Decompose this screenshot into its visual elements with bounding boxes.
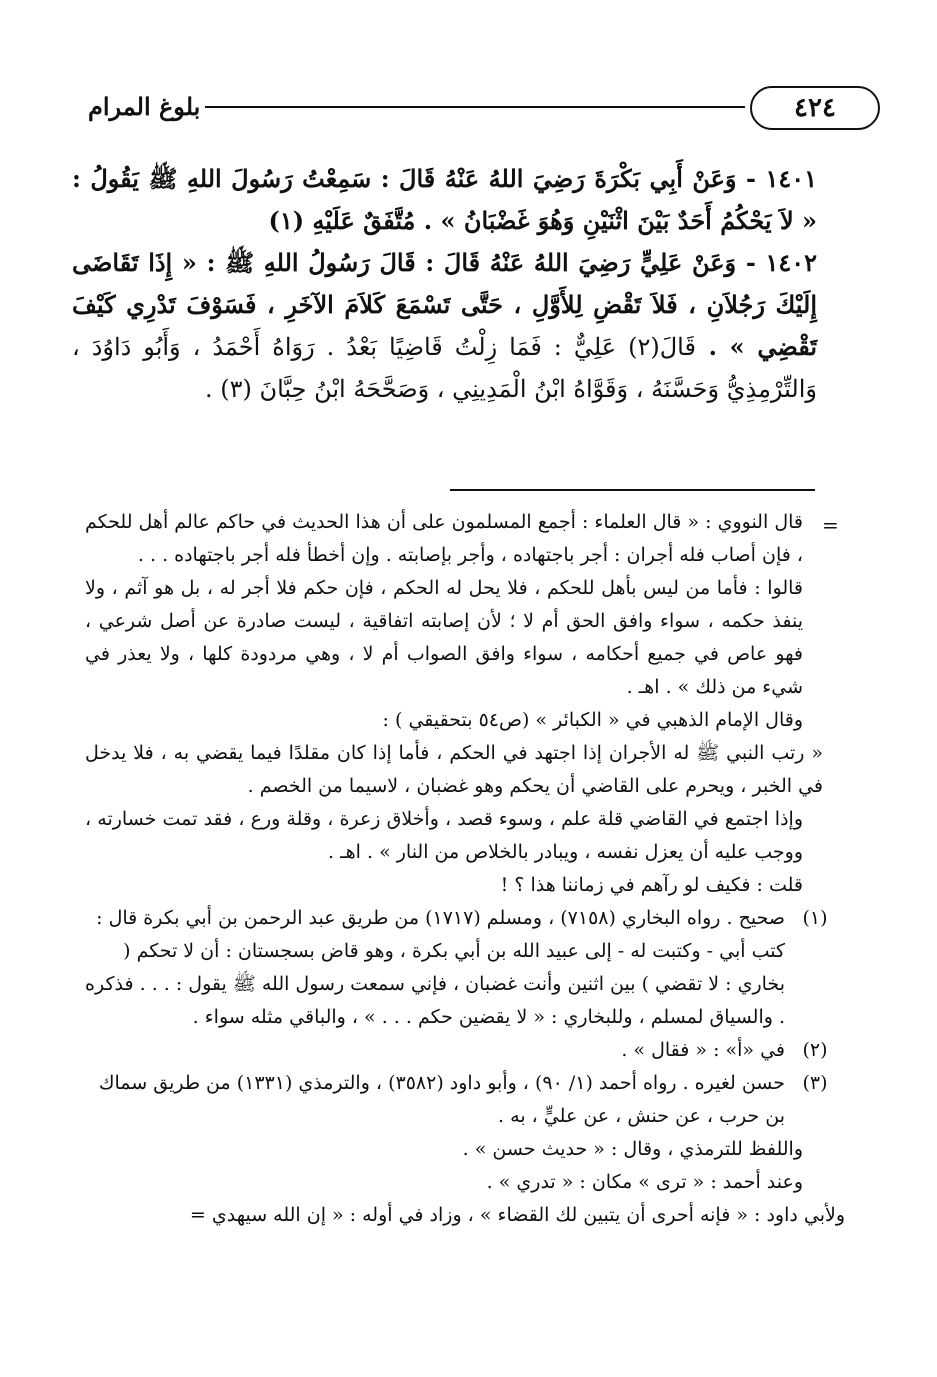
commentary-paragraph: قال النووي : « قال العلماء : أجمع المسلمون على أن هذا الحديث في حاكم عالم أهل للحكم ، فإن أصاب فله أجران : أجر باجتهاده ، وأجر بإصابته . وإن أخطأ فله أجر باجتهاده . . .: [85, 511, 803, 566]
header-rule: [205, 106, 745, 108]
commentary-paragraph: « رتب النبي ﷺ له الأجران إذا اجتهد في الحكم ، فأما إذا كان مقلدًا فيما يقضي به ، فلا يدخل في الخبر ، ويحرم على القاضي أن يحكم وهو غضبان ، لاسيما من الخصم .: [85, 742, 823, 797]
hadith-takhrij: . مُتَّفَقٌ عَلَيْهِ (١): [268, 206, 433, 235]
page-number: ٤٢٤: [794, 93, 836, 123]
hadith-matn: « لاَ يَحْكُمُ أَحَدٌ بَيْنَ اثْنَيْنِ وَهُوَ غَضْبَانُ »: [440, 206, 817, 235]
footnote-mark: (٢): [802, 1039, 828, 1061]
hadith-tail: قَالَ(٢) عَلِيٌّ : فَمَا زِلْتُ قَاضِيًا بَعْدُ . رَوَاهُ أَحْمَدُ ، وَأَبُو دَاوُدَ ، وَالتِّرْمِذِيُّ وَحَسَّنَهُ ، وَقَوَّاهُ ابْنُ الْمَدِينِي ، وَصَحَّحَهُ ابْنُ حِبَّانَ (٣) .: [72, 333, 817, 403]
commentary-paragraph: وإذا اجتمع في القاضي قلة علم ، وسوء قصد ، وأخلاق زعرة ، وقلة ورع ، فقد تمت خسارته ، ووجب عليه أن يعزل نفسه ، ويبادر بالخلاص من النار » . اهـ .: [85, 808, 803, 863]
footnote-divider: [450, 489, 815, 491]
footnote-2: [85, 1034, 845, 1067]
footnote-1: [85, 902, 845, 1034]
hadith-text: [72, 158, 817, 410]
footnote-text: في «أ» : « فقال » .: [621, 1039, 785, 1061]
book-title: بلوغ المرام: [88, 92, 201, 121]
footnote-text: صحيح . رواه البخاري (٧١٥٨) ، ومسلم (١٧١٧) من طريق عبد الرحمن بن أبي بكرة قال : كتب أبي - وكتبت له - إلى عبيد الله بن أبي بكرة ، وهو قاض بسجستان : أن لا تحكم ( بخاري : لا تقضي ) بين اثنين وأنت غضبان ، فإني سمعت رسول الله ﷺ يقول : . . . فذكره . والسياق لمسلم ، وللبخاري : « لا يقضين حكم . . . » ، والباقي مثله سواء .: [85, 907, 785, 1028]
hadith-number: ١٤٠١ -: [746, 164, 817, 193]
footnote-text: ولأبي داود : « فإنه أحرى أن يتبين لك القضاء » ، وزاد في أوله : « إن الله سيهدي =: [189, 1204, 845, 1226]
footnote-mark: (١): [802, 907, 828, 929]
footnote-mark: (٣): [802, 1072, 828, 1094]
page-header: [60, 86, 875, 132]
footnote-3: [85, 1067, 845, 1133]
continuation-mark: =: [822, 513, 839, 537]
footnotes: [85, 506, 845, 1232]
footnote-text: حسن لغيره . رواه أحمد (١/ ٩٠) ، وأبو داود (٣٥٨٢) ، والترمذي (١٣٣١) من طريق سماك بن حرب ، عن حنش ، عن عليٍّ ، به .: [98, 1072, 785, 1127]
commentary-paragraph: قلت : فكيف لو رآهم في زماننا هذا ؟ !: [500, 874, 803, 896]
page-number-badge: [750, 86, 880, 130]
hadith-intro: وَعَنْ عَلِيٍّ رَضِيَ اللهُ عَنْهُ قَالَ : قَالَ رَسُولُ اللهِ ﷺ :: [206, 248, 737, 277]
hadith-number: ١٤٠٢ -: [745, 248, 818, 277]
commentary-paragraph: وقال الإمام الذهبي في « الكبائر » (ص٥٤ بتحقيقي ) :: [382, 709, 803, 731]
hadith-1402: [72, 242, 817, 410]
footnote-text: وعند أحمد : « ترى » مكان : « تدري » .: [486, 1171, 803, 1193]
footnote-text: واللفظ للترمذي ، وقال : « حديث حسن » .: [462, 1138, 803, 1160]
commentary-paragraph: قالوا : فأما من ليس بأهل للحكم ، فلا يحل له الحكم ، فإن حكم فلا أجر له ، بل هو آثم ، ولا ينفذ حكمه ، سواء وافق الحق أم لا ؛ لأن إصابته اتفاقية ، ليست صادرة عن أصل شرعي ، فهو عاص في جميع أحكامه ، سواء وافق الصواب أم لا ، وهي مردودة كلها ، ولا يعذر في شيء من ذلك » . اهـ .: [85, 577, 803, 698]
hadith-1401: [72, 158, 817, 242]
hadith-intro: وَعَنْ أَبِي بَكْرَةَ رَضِيَ اللهُ عَنْهُ قَالَ : سَمِعْتُ رَسُولَ اللهِ ﷺ يَقُولُ :: [72, 164, 737, 193]
hadith-matn: « إِذَا تَقَاضَى إِلَيْكَ رَجُلاَنِ ، فَلاَ تَقْضِ لِلأَوَّلِ ، حَتَّى تَسْمَعَ كَلاَمَ الآخَرِ ، فَسَوْفَ تَدْرِي كَيْفَ تَقْضِي » .: [72, 248, 818, 361]
